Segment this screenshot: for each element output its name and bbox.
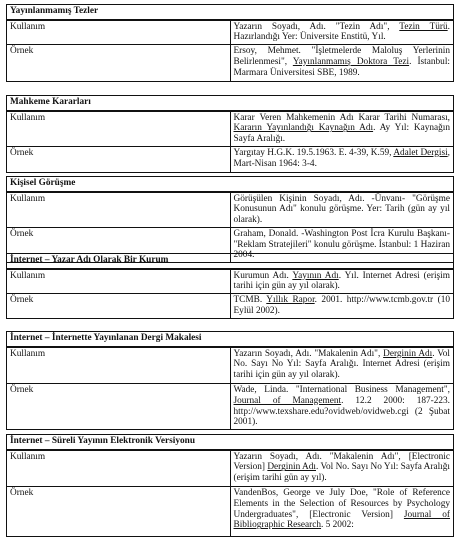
- underlined-title: Derginin Adı: [383, 348, 433, 359]
- section-table: [6, 95, 454, 173]
- section-table: [6, 176, 454, 263]
- text-run: Görüşülen Kişinin Soyadı, Adı. -Ünvanı- "Görüşme Konusunun Adı" konulu görüşme. Yer: Tarih (gün ay yıl olarak).: [233, 193, 450, 226]
- underlined-title: Yayının Adı: [292, 270, 339, 281]
- text-run: TCMB.: [233, 295, 267, 306]
- row-label: Örnek: [7, 294, 231, 318]
- row-text: [230, 294, 454, 318]
- text-run: . Vol No. Sayı No Yıl: Sayfa Aralığı. Internet Adresi (erişim tarihi için gün ay yıl olarak).: [233, 348, 450, 381]
- row-text: [230, 20, 454, 45]
- row-text: [230, 146, 454, 172]
- text-run: . 5 2002:: [321, 520, 354, 531]
- underlined-title: Yayınlanmamış Doktora Tezi: [292, 56, 410, 67]
- text-run: VandenBos, George ve July Doe, "Role of Reference Elements in the Selection of Resources by Psychology Undergraduates", [Electronic Version]: [233, 488, 450, 520]
- underlined-title: Kararın Yayınlandığı Kaynağın Adı: [233, 123, 374, 134]
- row-text: [230, 487, 454, 537]
- row-label: Kullanım: [7, 269, 231, 294]
- text-run: . Yıl. Internet Adresi (erişim tarihi için gün ay yıl olarak).: [233, 270, 450, 292]
- row-text: [230, 347, 454, 384]
- text-run: Graham, Donald. -Washington Post İcra Kurulu Başkanı- "Reklam Stratejileri" konulu görüşme. İstanbul: 1 Haziran 2004.: [233, 228, 450, 261]
- row-label: Örnek: [7, 384, 231, 430]
- text-run: Kurumun Adı.: [233, 270, 293, 281]
- section-table: [6, 331, 454, 430]
- text-run: Yazarın Soyadı, Adı. "Tezin Adı",: [233, 21, 400, 32]
- text-run: Ersoy, Mehmet. "İşletmelerde Maloluş Yerlerinin Belirlenmesi",: [233, 46, 450, 67]
- underlined-title: Derginin Adı: [267, 462, 316, 473]
- section-title: İnternet – İnternette Yayınlanan Dergi Makalesi: [7, 332, 454, 347]
- row-text: [230, 45, 454, 82]
- section-title: Kişisel Görüşme: [7, 177, 454, 192]
- text-run: Yazarın Soyadı, Adı. "Makalenin Adı",: [233, 348, 384, 359]
- underlined-title: Yıllık Rapor: [266, 295, 315, 306]
- row-text: [230, 192, 454, 228]
- row-label: Örnek: [7, 45, 231, 82]
- underlined-title: Adalet Dergisi: [393, 147, 448, 158]
- underlined-title: Journal of Management: [233, 395, 342, 406]
- row-label: Kullanım: [7, 450, 231, 487]
- text-run: Yargıtay H.G.K. 19.5.1963. E. 4-39, K.59,: [233, 147, 394, 158]
- row-text: [230, 269, 454, 294]
- row-label: Kullanım: [7, 192, 231, 228]
- text-run: . İstanbul: Marmara Üniversitesi SBE, 1989.: [233, 56, 450, 78]
- text-run: . Ay Yıl: Kaynağın Sayfa Aralığı.: [233, 123, 450, 145]
- section-table: [6, 253, 454, 319]
- row-text: [230, 384, 454, 430]
- row-label: Kullanım: [7, 347, 231, 384]
- text-run: Yazarın Soyadı, Adı. "Makalenin Adı", [Electronic Version]: [233, 451, 450, 473]
- row-label: Örnek: [7, 487, 231, 537]
- underlined-title: Journal of Bibliographic Research: [233, 509, 451, 531]
- row-text: [230, 450, 454, 487]
- row-label: Kullanım: [7, 20, 231, 45]
- text-run: . 2001. http://www.tcmb.gov.tr (10 Eylül 2002).: [233, 295, 450, 316]
- section-title: Yayınlanmamış Tezler: [7, 5, 454, 20]
- text-run: Wade, Linda. "International Business Management",: [233, 385, 450, 396]
- row-label: Örnek: [7, 227, 231, 262]
- text-run: . 12.2 2000: 187-223. http://www.texshare.edu?ovidweb/ovidweb.cgi (2 Şubat 2001).: [233, 395, 451, 428]
- section-table: [6, 4, 454, 82]
- underlined-title: Tezin Türü: [399, 21, 448, 32]
- text-run: , Mart-Nisan 1964: 3-4.: [233, 147, 450, 169]
- text-run: Karar Veren Mahkemenin Adı Karar Tarihi Numarası,: [233, 112, 450, 123]
- row-label: Örnek: [7, 146, 231, 172]
- section-title: Mahkeme Kararları: [7, 96, 454, 111]
- section-table: [6, 434, 454, 537]
- text-run: . Hazırlandığı Yer: Üniversite Enstitü, Yıl.: [233, 21, 450, 43]
- row-text: [230, 111, 454, 147]
- text-run: . Vol No. Sayı No Yıl: Sayfa Aralığı (erişim tarihi gün ay yıl).: [233, 462, 450, 484]
- row-label: Kullanım: [7, 111, 231, 147]
- section-title: İnternet – Yazar Adı Olarak Bir Kurum: [7, 254, 454, 269]
- section-title: İnternet – Süreli Yayının Elektronik Versiyonu: [7, 435, 454, 450]
